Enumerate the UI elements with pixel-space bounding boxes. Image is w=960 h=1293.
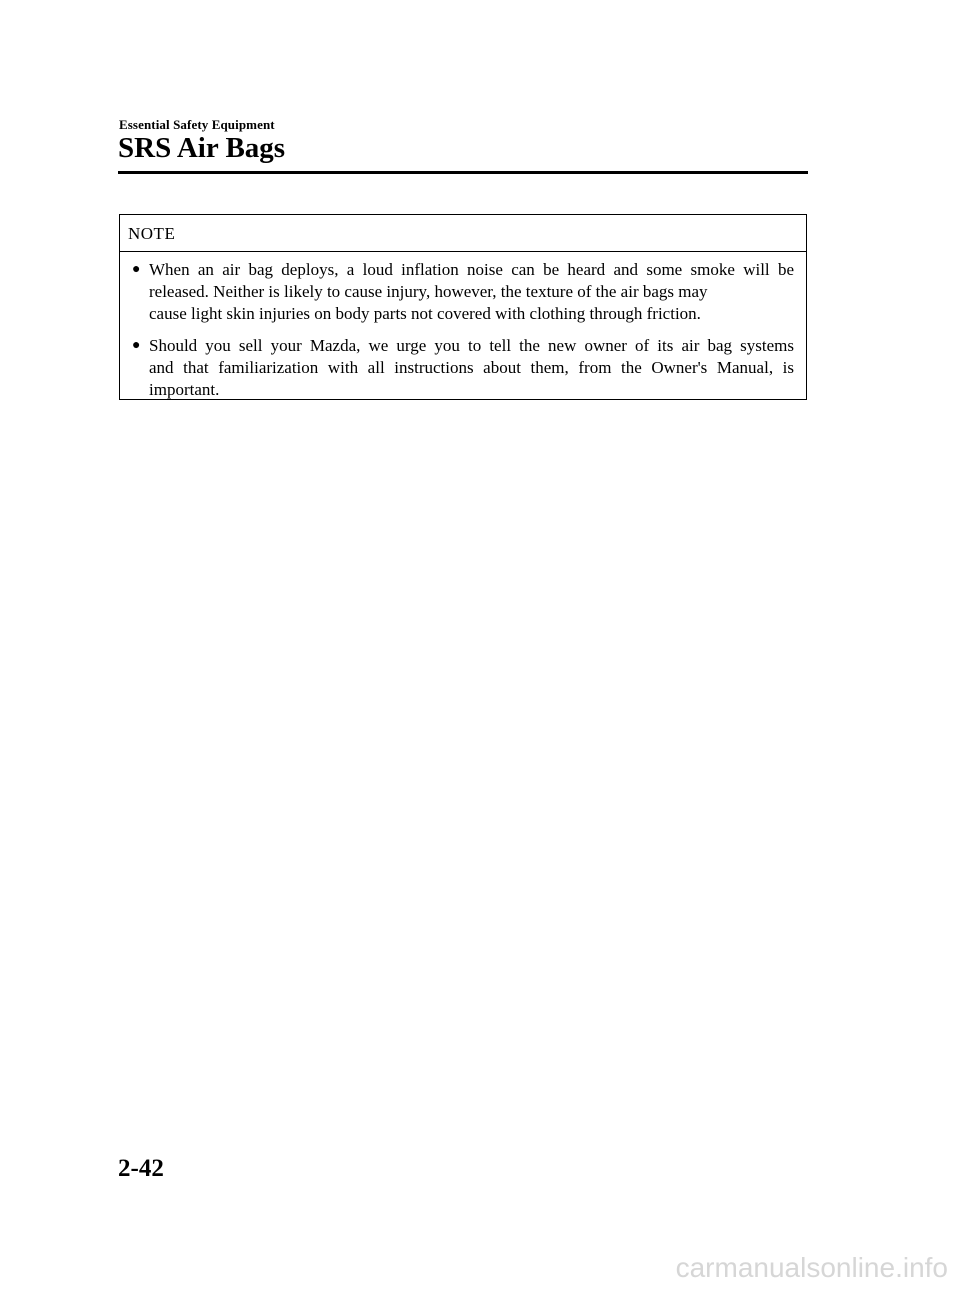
page-title: SRS Air Bags [118, 132, 286, 164]
note-line: and that familiarization with all instructions about them, from the Owner's Manual, is [149, 358, 794, 377]
page-number: 2-42 [118, 1155, 164, 1182]
section-label: Essential Safety Equipment [119, 117, 275, 132]
list-item [120, 335, 806, 401]
bullet-icon: ● [132, 262, 141, 277]
note-list [120, 259, 806, 411]
bullet-icon: ● [132, 338, 141, 353]
note-line: cause light skin injuries on body parts not covered with clothing through friction. [149, 304, 701, 323]
note-line: released. Neither is likely to cause injury, however, the texture of the air bags may [149, 282, 708, 301]
note-box [119, 214, 807, 400]
note-heading: NOTE [128, 224, 176, 243]
list-item [120, 259, 806, 325]
note-divider [120, 251, 806, 252]
title-rule [118, 171, 808, 174]
note-line: important. [149, 380, 220, 399]
note-line: Should you sell your Mazda, we urge you to tell the new owner of its air bag systems [149, 336, 794, 355]
note-line: When an air bag deploys, a loud inflation noise can be heard and some smoke will be [149, 260, 794, 279]
watermark: carmanualsonline.info [675, 1252, 948, 1283]
